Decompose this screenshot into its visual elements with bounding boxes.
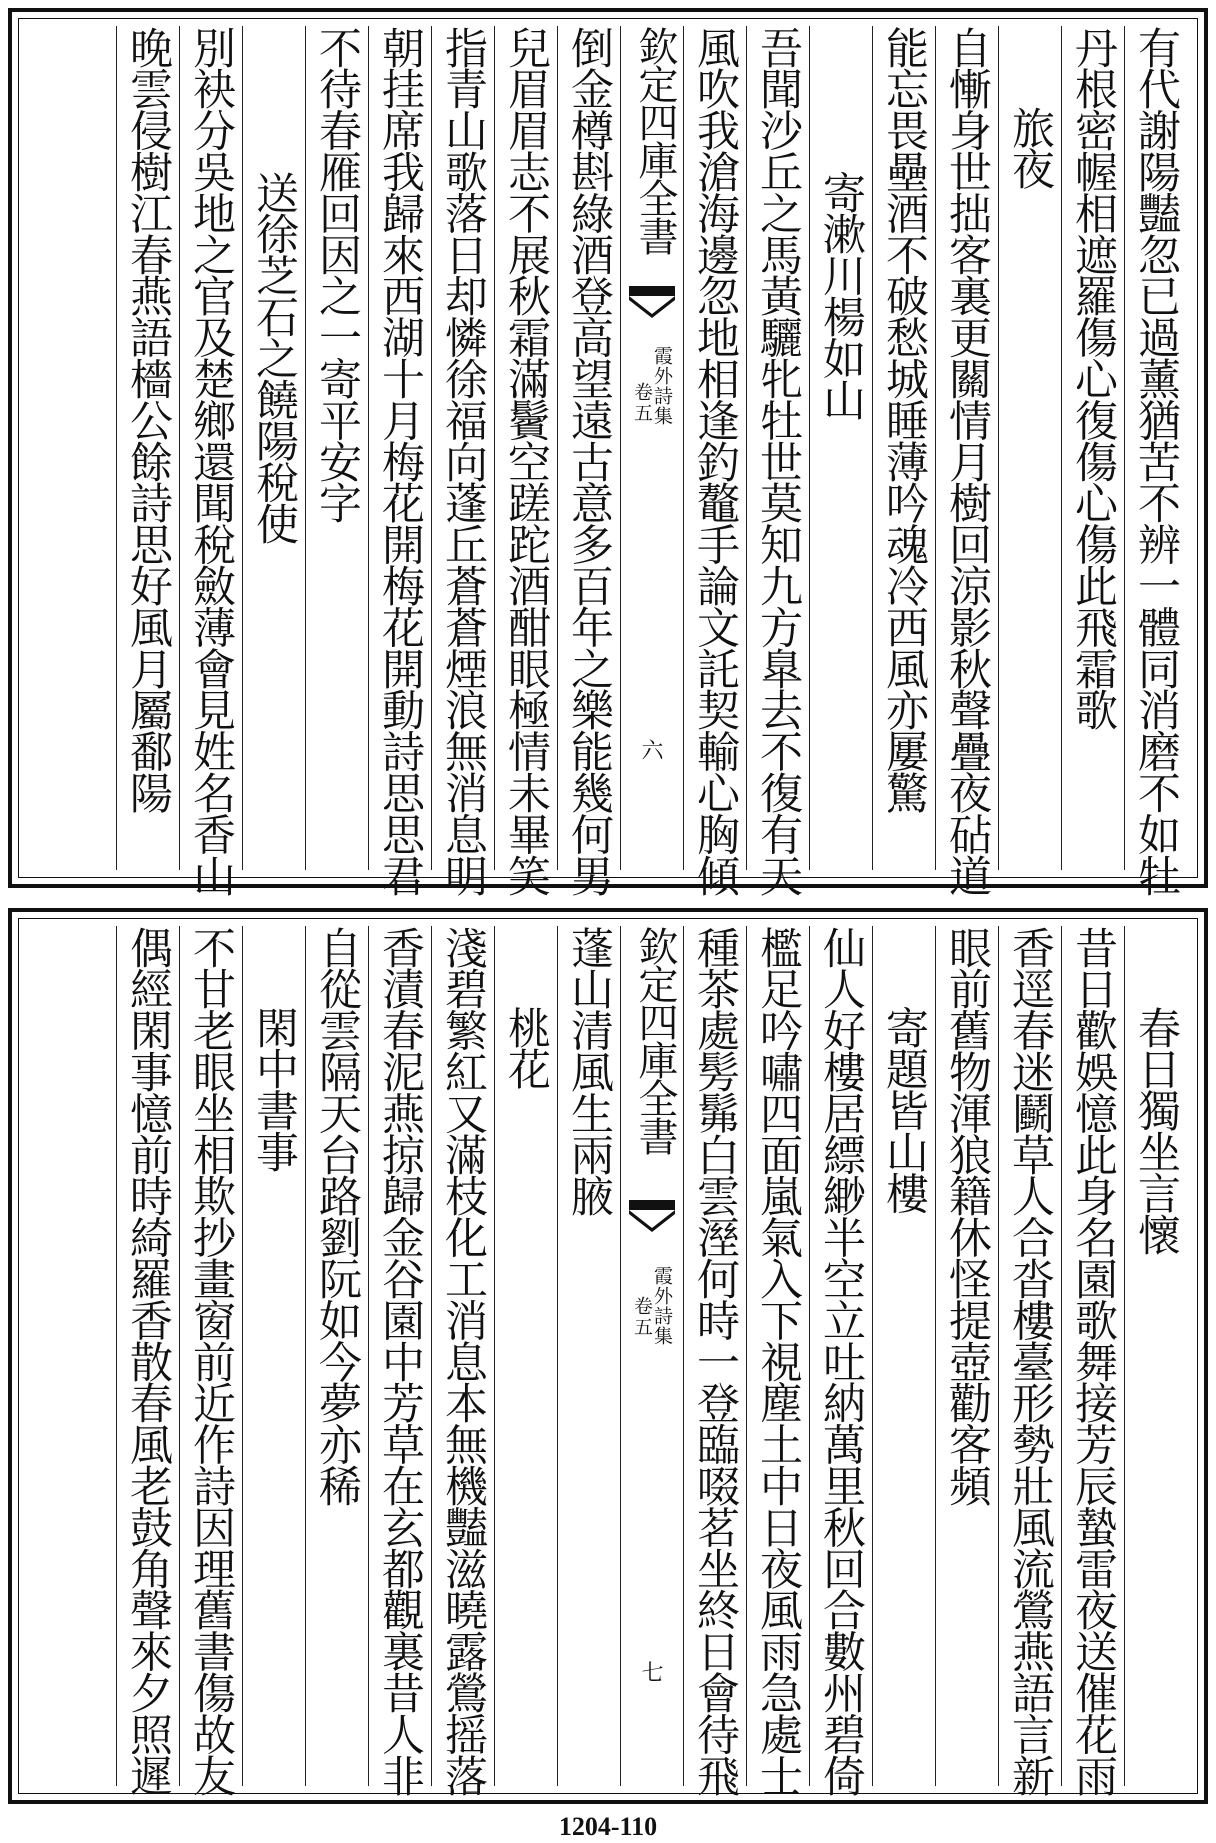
text-column [872, 926, 935, 1786]
fish-tail-mark-icon [627, 284, 677, 324]
column-text: 香漬春泥燕掠歸金谷園中芳草在玄都觀裏昔人非 [375, 926, 425, 1796]
column-text: 淺碧繁紅又滿枝化工消息本無機豔滋曉露鶯摇落 [438, 926, 488, 1796]
text-column [431, 926, 494, 1796]
poem-title: 寄漱川楊如山 [816, 171, 866, 420]
book-title: 欽定四庫全書 [632, 926, 678, 1154]
text-column [998, 926, 1061, 1796]
collection-title: 霞外詩集 [651, 346, 673, 426]
fish-tail-mark-icon [627, 1198, 677, 1238]
column-text: 昔日歡娛憶此身名園歌舞接芳辰蟄雷夜送催花雨 [1068, 926, 1118, 1796]
poem-title: 旅夜 [1005, 106, 1055, 189]
column-text: 有代謝陽豔忽已過薰猶苦不辨一體同消磨不如牡 [1131, 26, 1181, 896]
text-column [872, 26, 935, 870]
column-text: 晚雲侵樹江春燕語檣公餘詩思好風月屬鄱陽 [123, 26, 173, 813]
text-column [557, 26, 620, 896]
text-column [998, 26, 1061, 870]
column-text: 偶經閑事憶前時綺羅香散春風老鼓角聲來夕照遲 [123, 926, 173, 1796]
text-column [116, 926, 179, 1796]
text-column [305, 26, 368, 870]
collection-title: 霞外詩集 [651, 1266, 673, 1346]
column-text: 別袂分吳地之官及楚鄉還聞稅斂薄會見姓名香山 [186, 26, 236, 896]
text-column [242, 26, 305, 870]
text-column [368, 26, 431, 896]
column-text: 蓬山清風生兩腋 [564, 926, 614, 1216]
column-text: 倒金樽斟綠酒登高望遠古意多百年之樂能幾何男 [564, 26, 614, 896]
column-text: 眼前舊物渾狼籍休怪提壺勸客頻 [942, 926, 992, 1506]
column-text: 檻足吟嘯四面嵐氣入下視塵土中日夜風雨急處士 [753, 926, 803, 1796]
text-column [431, 26, 494, 896]
column-text: 兒眉眉志不展秋霜滿鬢空蹉跎酒酣眼極情未畢笑 [501, 26, 551, 896]
volume-label: 卷五 [631, 382, 653, 424]
poem-title: 寄題皆山樓 [879, 1006, 929, 1214]
column-text: 丹根密幄相遮羅傷心復傷心傷此飛霜歌 [1068, 26, 1118, 730]
text-column [746, 926, 809, 1796]
text-column [683, 926, 746, 1796]
column-text: 香逕春迷鬬草人合沓樓臺形勢壯風流鶯燕語言新 [1005, 926, 1055, 1796]
page-number: 七 [641, 1661, 664, 1686]
column-text: 能忘畏壘酒不破愁城睡薄吟魂冷西風亦屢驚 [879, 26, 929, 813]
book-title: 欽定四庫全書 [632, 26, 678, 254]
folio-bottom [8, 908, 1208, 1804]
text-column [935, 26, 998, 896]
text-column [1061, 926, 1124, 1796]
text-column [116, 26, 179, 870]
column-text: 仙人好樓居縹緲半空立吐納萬里秋回合數州碧倚 [816, 926, 866, 1796]
column-text: 種茶處髣髴白雲溼何時一登臨啜茗坐終日會待飛 [690, 926, 740, 1796]
poem-title: 春日獨坐言懷 [1131, 1006, 1181, 1255]
column-text: 自慚身世拙客裏更關情月樹回涼影秋聲疊夜砧道 [942, 26, 992, 896]
text-column [935, 926, 998, 1786]
text-column [1061, 26, 1124, 870]
column-text: 風吹我滄海邊忽地相逢釣鼇手論文託契輸心胸傾 [690, 26, 740, 896]
text-column [494, 926, 557, 1786]
text-column [557, 926, 620, 1786]
center-fold [620, 26, 683, 870]
column-text: 不待春雁回因之一寄平安字 [312, 26, 362, 523]
poem-title: 桃花 [501, 1006, 551, 1089]
page-footer-code: 1204-110 [558, 1812, 658, 1841]
text-column [1124, 926, 1187, 1786]
text-column [746, 26, 809, 896]
text-column [683, 26, 746, 896]
text-column [809, 926, 872, 1796]
text-column [368, 926, 431, 1796]
column-text: 不甘老眼坐相欺抄畫窗前近作詩因理舊書傷故友 [186, 926, 236, 1796]
column-text: 指青山歌落日却憐徐福向蓬丘蒼蒼煙浪無消息明 [438, 26, 488, 896]
poem-title: 送徐芝石之饒陽稅使 [249, 171, 299, 544]
volume-label: 卷五 [631, 1296, 653, 1338]
text-column [1124, 26, 1187, 896]
text-column [179, 26, 242, 896]
column-text: 朝挂席我歸來西湖十月梅花開梅花開動詩思思君 [375, 26, 425, 896]
text-column [242, 926, 305, 1786]
poem-title: 閑中書事 [249, 1006, 299, 1172]
text-column [809, 26, 872, 870]
text-column [305, 926, 368, 1786]
center-fold [620, 926, 683, 1786]
text-column [494, 26, 557, 896]
page-number: 六 [641, 739, 664, 764]
text-column [179, 926, 242, 1796]
column-text: 吾聞沙丘之馬黃驪牝牡世莫知九方臯去不復有天 [753, 26, 803, 896]
folio-top [8, 8, 1208, 896]
column-text: 自從雲隔天台路劉阮如今夢亦稀 [312, 926, 362, 1506]
